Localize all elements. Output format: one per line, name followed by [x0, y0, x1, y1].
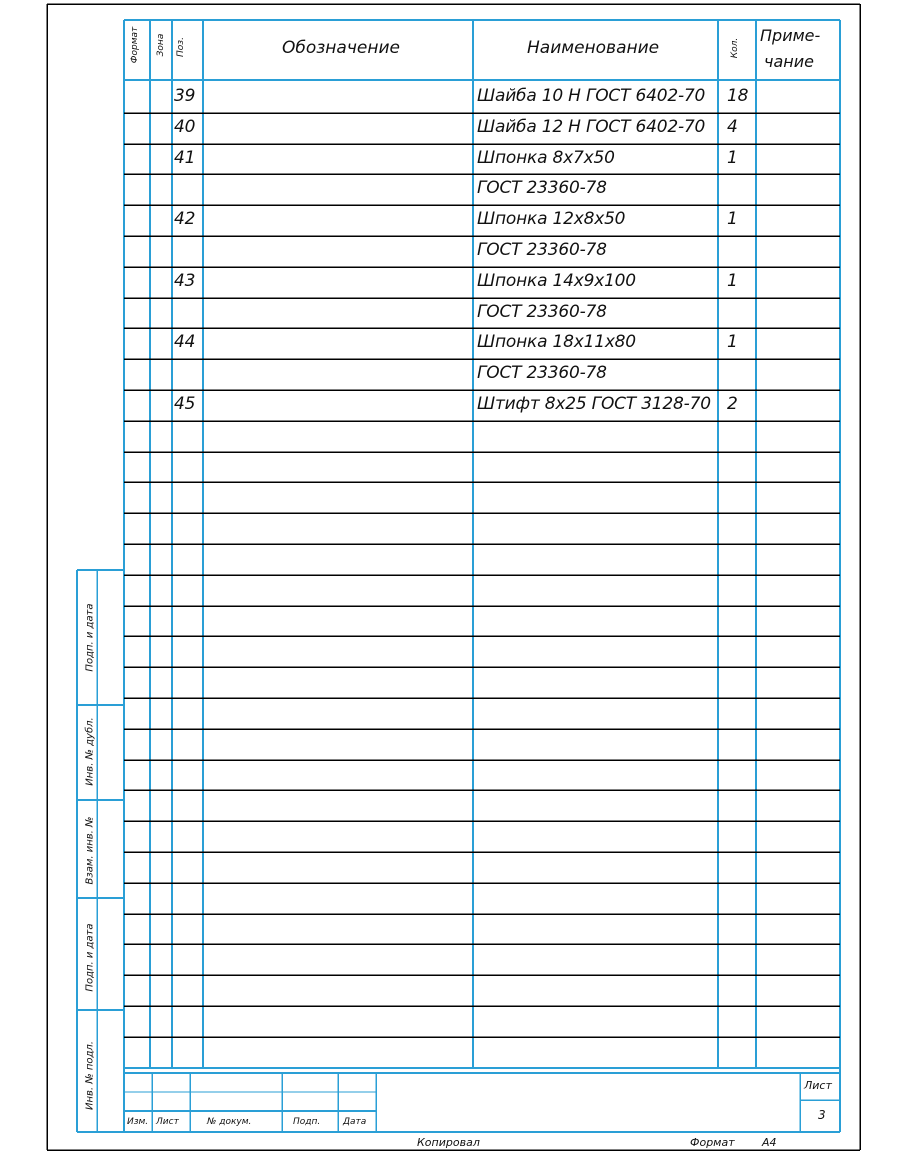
header-note-line1: Приме- [760, 26, 821, 45]
title-sheet-label: Лист [804, 1079, 832, 1092]
side-stamp-dup-inv: Инв. № дубл. [84, 717, 96, 786]
row-qty: 1 [727, 270, 738, 291]
side-stamp-sign-date-2: Подп. и дата [84, 923, 96, 992]
row-name: ГОСТ 23360-78 [477, 301, 607, 322]
title-date: Дата [343, 1117, 367, 1127]
header-pos: Поз. [176, 37, 186, 57]
row-name: Шпонка 14х9х100 [477, 270, 636, 291]
row-name: Шайба 10 Н ГОСТ 6402-70 [477, 86, 706, 106]
header-format: Формат [130, 26, 140, 64]
row-qty: 4 [727, 116, 738, 137]
row-name: Шпонка 12х8х50 [477, 209, 626, 230]
footer-format-label: Формат [690, 1136, 735, 1149]
header-zone: Зона [156, 33, 166, 57]
row-name: Шпонка 8х7х50 [477, 147, 615, 168]
side-stamp-sign-date-1: Подп. и дата [84, 603, 96, 672]
row-name: ГОСТ 23360-78 [477, 240, 607, 260]
row-pos: 44 [174, 332, 196, 353]
side-stamp-orig-inv: Инв. № подл. [84, 1041, 96, 1110]
header-name: Наименование [527, 38, 660, 58]
row-pos: 43 [174, 270, 196, 291]
title-sheet-number: 3 [818, 1108, 826, 1122]
footer-copied: Копировал [417, 1136, 480, 1149]
row-qty: 1 [727, 332, 738, 353]
row-qty: 18 [727, 86, 749, 106]
title-sign: Подп. [293, 1117, 321, 1127]
row-name: Шпонка 18х11х80 [477, 332, 636, 353]
row-pos: 41 [174, 147, 196, 168]
row-name: ГОСТ 23360-78 [477, 363, 607, 384]
title-doc-no: № докум. [207, 1117, 252, 1127]
header-note-line2: чание [764, 52, 814, 71]
row-pos: 42 [174, 209, 196, 230]
row-qty: 1 [727, 147, 738, 168]
side-stamp-replace-inv: Взам. инв. № [84, 816, 96, 885]
row-qty: 1 [727, 209, 738, 230]
row-name: ГОСТ 23360-78 [477, 178, 607, 199]
header-qty: Кол. [730, 37, 740, 59]
row-pos: 40 [174, 116, 196, 137]
title-list: Лист [156, 1117, 179, 1127]
row-qty: 2 [727, 394, 738, 414]
row-pos: 39 [174, 86, 196, 106]
header-designation: Обозначение [282, 38, 400, 58]
row-name: Штифт 8х25 ГОСТ 3128-70 [477, 394, 711, 414]
row-pos: 45 [174, 394, 196, 414]
row-name: Шайба 12 Н ГОСТ 6402-70 [477, 116, 706, 137]
footer-format-value: A4 [762, 1136, 777, 1149]
title-izm: Изм. [127, 1117, 149, 1127]
